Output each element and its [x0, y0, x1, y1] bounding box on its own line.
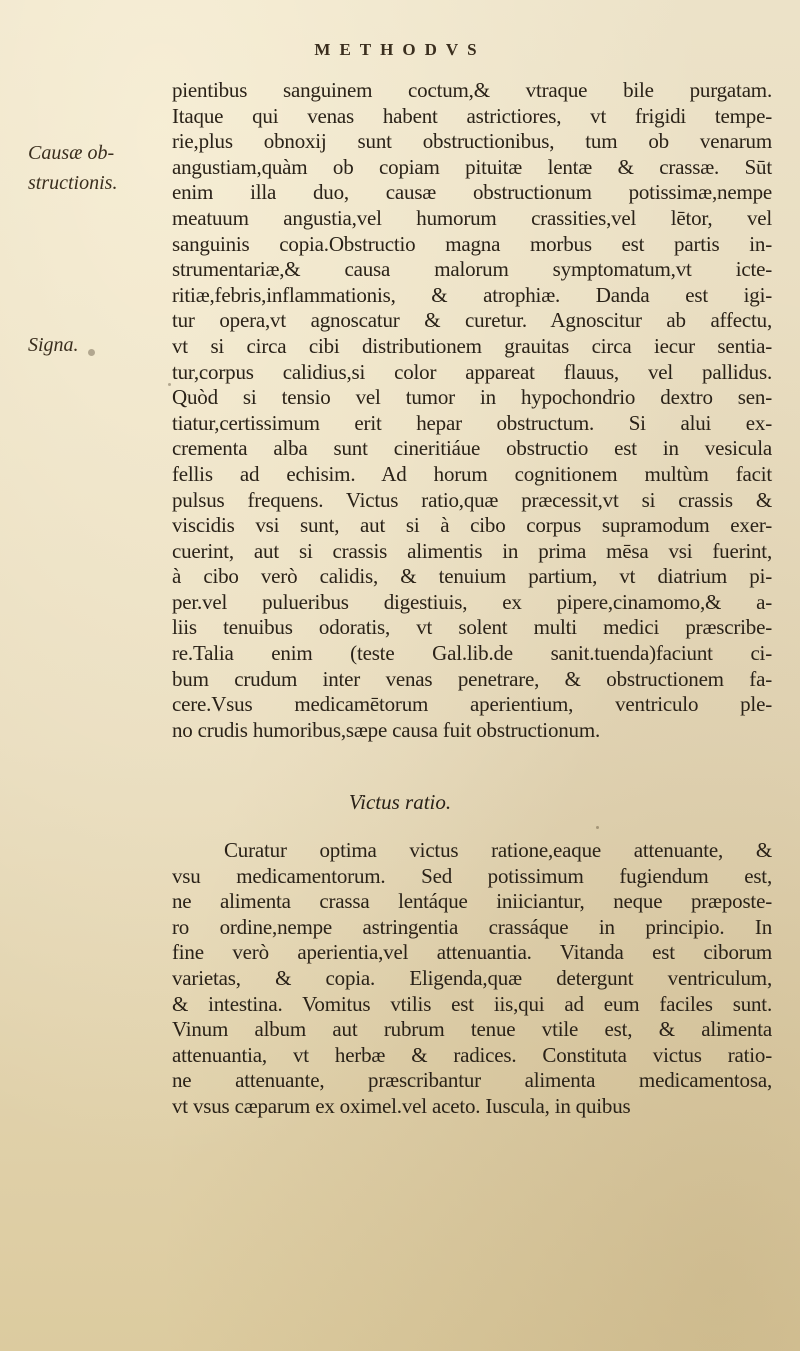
text-line: no crudis humoribus,sæpe causa fuit obstructionum. [172, 717, 601, 742]
text-line: re.Talia enim (teste Gal.lib.de sanit.tuenda)faciunt ci- [172, 641, 772, 666]
text-line: cuerint, aut si crassis alimentis in prima mēsa vsi fuerint, [172, 538, 772, 563]
text-block-victus-ratio [172, 838, 772, 1120]
text-line: fellis ad echisim. Ad horum cognitionem multùm facit [172, 461, 772, 486]
text-line: strumentariæ,& causa malorum symptomatum,vt icte- [172, 257, 772, 282]
text-line: à cibo verò calidis, & tenuium partium, vt diatrium pi- [172, 564, 772, 589]
text-line: angustiam,quàm ob copiam pituitæ lentæ & crassæ. Sūt [172, 154, 772, 179]
text-line: & intestina. Vomitus vtilis est iis,qui ad eum faciles sunt. [172, 991, 772, 1016]
margin-note-signa: Signa. [28, 334, 79, 356]
text-line: vt si circa cibi distributionem grauitas circa iecur sentia- [172, 333, 772, 358]
text-line: meatuum angustia,vel humorum crassities,vel lētor, vel [172, 205, 772, 230]
text-line: varietas, & copia. Eligenda,quæ detergunt ventriculum, [172, 965, 772, 990]
text-line: ne attenuante, præscribantur alimenta medicamentosa, [172, 1068, 772, 1093]
text-line: ritiæ,febris,inflammationis, & atrophiæ. Danda est igi- [172, 282, 772, 307]
text-line: attenuantia, vt herbæ & radices. Constituta victus ratio- [172, 1042, 772, 1067]
text-line: Quòd si tensio vel tumor in hypochondrio dextro sen- [172, 385, 772, 410]
text-line: sanguinis copia.Obstructio magna morbus est partis in- [172, 231, 772, 256]
text-line: tiatur,certissimum erit hepar obstructum. Si alui ex- [172, 410, 772, 435]
text-line: Itaque qui venas habent astrictiores, vt frigidi tempe- [172, 103, 772, 128]
text-line: enim illa duo, causæ obstructionum potissimæ,nempe [172, 180, 772, 205]
text-line: ro ordine,nempe astringentia crassáque in principio. In [172, 914, 772, 939]
text-line: pulsus frequens. Victus ratio,quæ præcessit,vt si crassis & [172, 487, 772, 512]
text-block-causes [172, 78, 772, 743]
text-line: rie,plus obnoxij sunt obstructionibus, tum ob venarum [172, 129, 772, 154]
running-head: METHODVS [314, 40, 486, 59]
text-line: ne alimenta crassa lentáque iniiciantur, neque præposte- [172, 889, 772, 914]
text-line: Vinum album aut rubrum tenue vtile est, & alimenta [172, 1017, 772, 1042]
text-line: vsu medicamentorum. Sed potissimum fugiendum est, [172, 863, 772, 888]
text-line: bum crudum inter venas penetrare, & obstructionem fa- [172, 666, 772, 691]
paper-speck [596, 826, 599, 829]
paper-speck [168, 383, 171, 386]
section-heading: Victus ratio. [348, 790, 452, 814]
text-line: fine verò aperientia,vel attenuantia. Vitanda est ciborum [172, 940, 772, 965]
text-line: liis tenuibus odoratis, vt solent multi medici præscribe- [172, 615, 772, 640]
text-line: per.vel pulueribus digestiuis, ex pipere,cinamomo,& a- [172, 589, 772, 614]
text-line: viscidis vsi sunt, aut si à cibo corpus supramodum exer- [172, 513, 772, 538]
text-line: cere.Vsus medicamētorum aperientium, ventriculo ple- [172, 692, 772, 717]
text-line: Curatur optima victus ratione,eaque attenuante, & [224, 838, 772, 862]
paper-speck [88, 349, 95, 356]
text-line: tur,corpus calidius,si color appareat flauus, vel pallidus. [172, 359, 772, 384]
text-line: tur opera,vt agnoscatur & curetur. Agnoscitur ab affectu, [172, 308, 772, 333]
text-line: pientibus sanguinem coctum,& vtraque bile purgatam. [172, 78, 772, 102]
margin-note-causae: Causæ ob- structionis. [28, 142, 118, 194]
text-line: crementa alba sunt cineritiáue obstructio est in vesicula [172, 436, 772, 461]
text-line: vt vsus cæparum ex oximel.vel aceto. Iuscula, in quibus [172, 1093, 631, 1118]
